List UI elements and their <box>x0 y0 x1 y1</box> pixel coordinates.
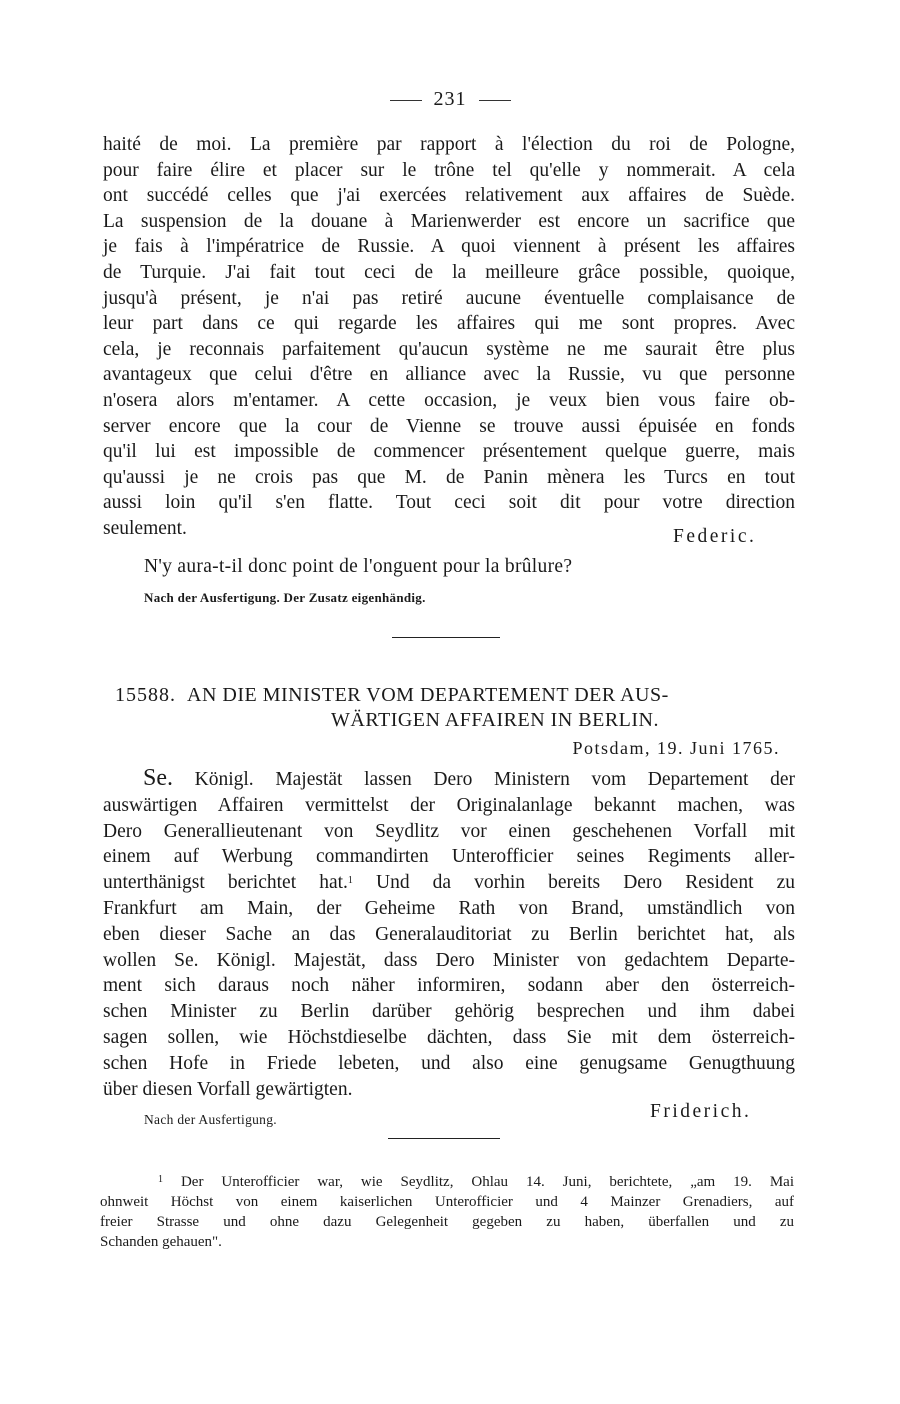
text-line <box>103 766 795 793</box>
text-line: server encore que la cour de Vienne se trouve aussi épuisée en fonds <box>103 415 795 437</box>
text-line: einem auf Werbung commandirten Unterofficier seines Regiments aller- <box>103 846 795 868</box>
letter-number: 15588. <box>115 684 176 706</box>
letter2-source-note: Nach der Ausfertigung. <box>144 1112 277 1127</box>
text-fragment: Der Unterofficier war, wie Seydlitz, Ohlau 14. Juni, berichtete, „am 19. Mai <box>180 1174 794 1190</box>
text-line: sagen sollen, wie Höchstdieselbe dächten, dass Sie mit dem österreich- <box>103 1026 795 1048</box>
text-line: ont succédé celles que j'ai exercées relativement aux affaires de Suède. <box>103 185 795 207</box>
footnote-line: Schanden gehauen". <box>100 1234 222 1250</box>
letter2-heading-line1 <box>115 683 795 708</box>
text-line: Dero Generallieutenant von Seydlitz vor einen geschehenen Vorfall mit <box>103 820 795 842</box>
text-line: Frankfurt am Main, der Geheime Rath von Brand, umständlich von <box>103 897 795 919</box>
initial-word: Se. <box>143 765 173 791</box>
text-line: seulement. <box>103 517 187 539</box>
text-line: cela, je reconnais parfaitement qu'aucun système ne me saurait être plus <box>103 338 795 360</box>
text-line: schen Hofe in Friede lebeten, und also eine genugsame Genugthuung <box>103 1052 795 1074</box>
heading-text: AN DIE MINISTER VOM DEPARTEMENT DER AUS- <box>187 684 669 706</box>
text-fragment: unterthänigst berichtet hat. <box>103 872 348 894</box>
letter2-heading-line2: WÄRTIGEN AFFAIREN IN BERLIN. <box>331 709 659 731</box>
letter1-body <box>103 132 795 542</box>
text-line: ment sich daraus noch näher informiren, sodann aber den österreich- <box>103 975 795 997</box>
section-divider <box>392 637 500 638</box>
footnote-marker: 1 <box>158 1174 163 1185</box>
place-date: Potsdam, 19. Juni 1765. <box>572 738 780 758</box>
text-line: qu'il lui est impossible de commencer présentement quelque guerre, mais <box>103 441 795 463</box>
text-line: wollen Se. Königl. Majestät, dass Dero Minister von gedachtem Departe- <box>103 949 795 971</box>
text-fragment: Und da vorhin bereits Dero Resident zu <box>375 872 795 894</box>
text-line: leur part dans ce qui regarde les affaires qui me sont propres. Avec <box>103 313 795 335</box>
text-line: aussi loin qu'il s'en flatte. Tout ceci soit dit pour votre direction <box>103 492 795 514</box>
letter2-signature: Friderich. <box>650 1101 752 1122</box>
footnote <box>100 1172 794 1252</box>
footnote-divider <box>388 1138 500 1139</box>
footnote-line <box>100 1172 794 1192</box>
footnote-reference: 1 <box>347 875 353 887</box>
letter2-body <box>103 766 795 1102</box>
text-fragment: Königl. Majestät lassen Dero Ministern vom Departement der <box>194 769 796 790</box>
page-header <box>0 88 900 111</box>
text-line: qu'aussi je ne crois pas que M. de Panin mènera les Turcs en tout <box>103 466 795 488</box>
text-line: je fais à l'impératrice de Russie. A quoi viennent à présent les affaires <box>103 236 795 258</box>
page-number: 231 <box>433 88 467 110</box>
text-line: pour faire élire et placer sur le trône tel qu'elle y nommerait. A cela <box>103 159 795 181</box>
footnote-line: ohnweit Höchst von einem kaiserlichen Unterofficier und 4 Mainzer Grenadiers, auf <box>100 1194 794 1210</box>
text-line: eben dieser Sache an das Generalauditoriat zu Berlin berichtet hat, als <box>103 923 795 945</box>
text-line: haité de moi. La première par rapport à l'élection du roi de Pologne, <box>103 134 795 155</box>
text-line: n'osera alors m'entamer. A cette occasion, je veux bien vous faire ob- <box>103 389 795 411</box>
text-line: La suspension de la douane à Marienwerder est encore un sacrifice que <box>103 210 795 232</box>
letter2-heading <box>115 683 795 733</box>
letter1-source-note: Nach der Ausfertigung. Der Zusatz eigenhändig. <box>144 590 426 605</box>
text-line: schen Minister zu Berlin darüber gehörig besprechen und ihm dabei <box>103 1001 795 1023</box>
text-line: de Turquie. J'ai fait tout ceci de la meilleure grâce possible, quoique, <box>103 261 795 283</box>
text-line: über diesen Vorfall gewärtigten. <box>103 1078 353 1100</box>
text-line <box>103 870 795 896</box>
letter1-signature: Federic. <box>673 526 757 547</box>
text-line: jusqu'à présent, je n'ai pas retiré aucune éventuelle complaisance de <box>103 287 795 309</box>
letter1-postscript: N'y aura-t-il donc point de l'onguent pour la brûlure? <box>144 556 573 577</box>
footnote-line: freier Strasse und ohne dazu Gelegenheit gegeben zu haben, überfallen und zu <box>100 1214 794 1230</box>
header-dash-left <box>390 100 422 101</box>
header-dash-right <box>479 100 511 101</box>
text-line: auswärtigen Affairen vermittelst der Originalanlage bekannt machen, was <box>103 794 795 816</box>
text-line: avantageux que celui d'être en alliance avec la Russie, vu que personne <box>103 364 795 386</box>
